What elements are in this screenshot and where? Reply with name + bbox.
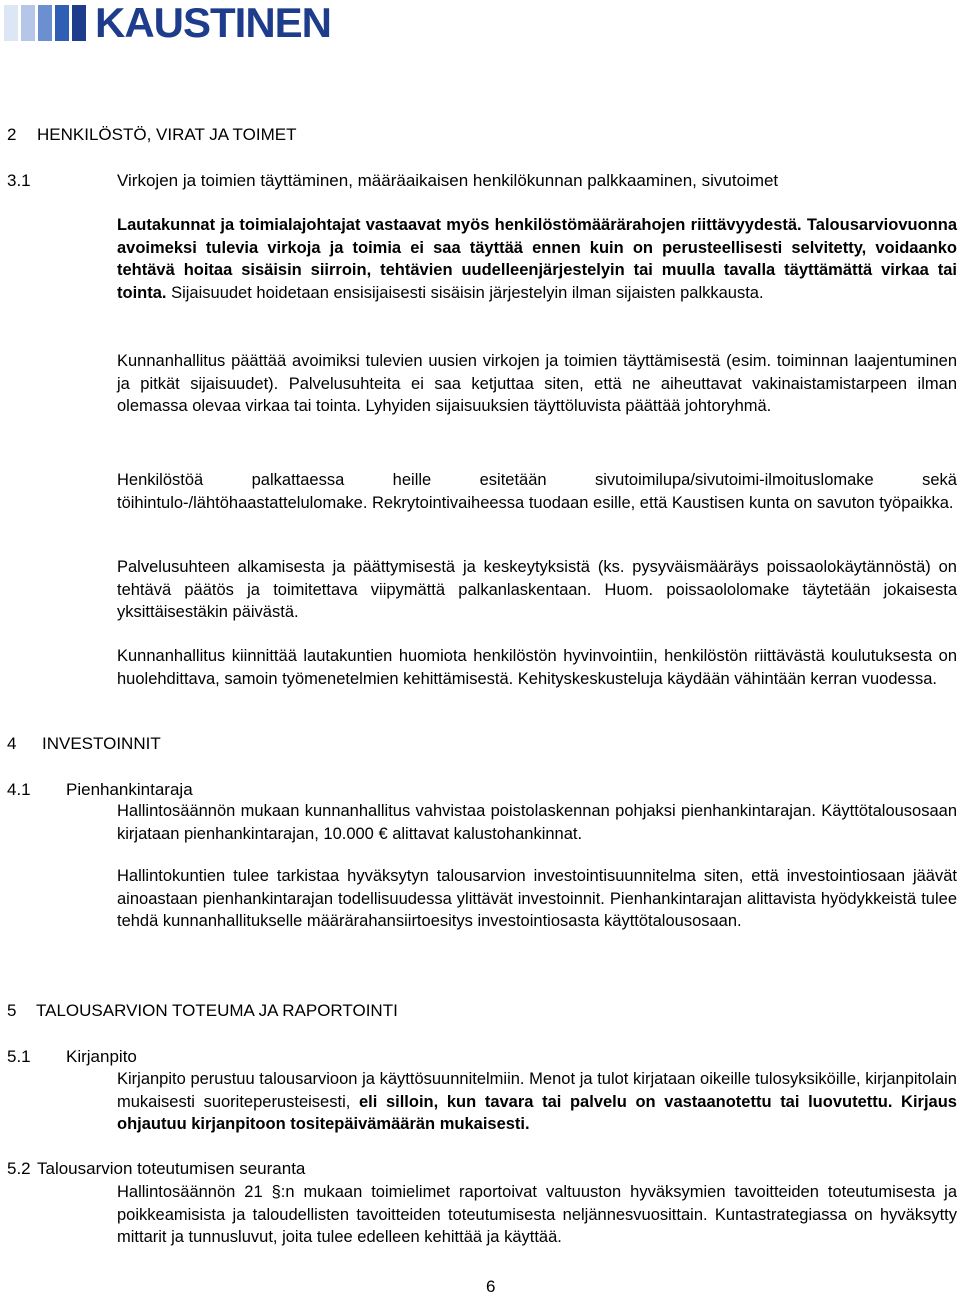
logo-bars — [4, 5, 89, 41]
section-2-heading — [7, 124, 296, 146]
section-title: Talousarvion toteutumisen seuranta — [37, 1159, 306, 1178]
paragraph-text: Kirjanpito perustuu talousarvioon ja käyttösuunnitelmiin. Menot ja tulot kirjataan oikeille tulosyksiköille, kirjanpitolain mukaisesti suoriteperusteisesti, — [117, 1070, 957, 1111]
section-number: 4.1 — [7, 780, 31, 799]
logo-wordmark: KAUSTINEN — [95, 0, 332, 46]
section-number: 4 — [7, 734, 17, 753]
section-5-2-heading — [7, 1158, 305, 1180]
paragraph-bookkeeping — [117, 1068, 957, 1136]
section-number: 3.1 — [7, 171, 31, 190]
section-number: 5 — [7, 1001, 17, 1020]
logo-bar-4 — [55, 5, 69, 41]
section-5-heading — [7, 1000, 398, 1022]
paragraph-municipal-board: Kunnanhallitus päättää avoimiksi tulevien uusien virkojen ja toimien täyttämisestä (esim. toiminnan laajentuminen ja pitkät sijaisuudet). Palvelusuhteita ei saa ketjuttaa siten, että ne aiheuttavat vakinaistamistarpeen ilman olemassa olevaa virkaa tai tointa. Lyhyiden sijaisuuksien täyttöluvista päättää johtoryhmä. — [117, 352, 957, 415]
section-number: 5.2 — [7, 1159, 31, 1178]
paragraph-hiring: Henkilöstöä palkattaessa heille esitetään sivutoimilupa/sivutoimi-ilmoituslomake sekä töihintulo-/lähtöhaastattelulomake. Rekrytointivaiheessa tuodaan esille, että Kaustisen kunta on savuton työpaikka. — [117, 471, 957, 512]
logo-bar-1 — [4, 5, 18, 41]
paragraph-vacancies — [117, 214, 957, 304]
section-title: Pienhankintaraja — [66, 780, 193, 799]
section-title: INVESTOINNIT — [42, 734, 161, 753]
paragraph-bold-text: eli silloin, kun tavara tai palvelu on vastaanotettu tai luovutettu. Kirjaus ohjautuu kirjanpitoon tositepäivämäärän mukaisesti. — [117, 1092, 957, 1133]
logo-bar-5 — [72, 5, 86, 41]
paragraph-employment-start: Palvelusuhteen alkamisesta ja päättymisestä ja keskeytyksistä (ks. pysyväismääräys poissaolokäytännöstä) on tehtävä päätös ja toimitettava viipymättä palkanlaskentaan. Huom. poissaololomake täytetään jokaisesta yksittäisestäkin päivästä. — [117, 558, 957, 621]
section-3-1-heading — [7, 170, 778, 192]
section-title: HENKILÖSTÖ, VIRAT JA TOIMET — [37, 125, 297, 144]
section-5-1-heading — [7, 1046, 137, 1068]
page-number: 6 — [486, 1277, 496, 1296]
section-4-heading — [7, 733, 161, 755]
section-title: Kirjanpito — [66, 1047, 137, 1066]
section-4-1-heading — [7, 779, 193, 801]
paragraph-procurement-limit: Hallintosäännön mukaan kunnanhallitus vahvistaa poistolaskennan pohjaksi pienhankintarajan. Käyttötalousosaan kirjataan pienhankintarajan, 10.000 € alittavat kalustohankinnat. — [117, 802, 957, 843]
kaustinen-logo — [4, 2, 331, 44]
paragraph-wellbeing: Kunnanhallitus kiinnittää lautakuntien huomiota henkilöstön hyvinvointiin, henkilöstön riittävästä koulutuksesta on huolehdittava, samoin työmenetelmien kehittämisestä. Kehityskeskusteluja käydään vähintään kerran vuodessa. — [117, 647, 957, 688]
paragraph-text: Sijaisuudet hoidetaan ensisijaisesti sisäisin järjestelyin ilman sijaisten palkkausta. — [166, 283, 764, 302]
section-number: 2 — [7, 125, 17, 144]
logo-bar-2 — [21, 5, 35, 41]
logo-bar-3 — [38, 5, 52, 41]
section-number: 5.1 — [7, 1047, 31, 1066]
paragraph-budget-monitoring: Hallintosäännön 21 §:n mukaan toimielimet raportoivat valtuuston hyväksymien tavoitteiden toteutumisesta ja poikkeamisista ja taloudellisten tavoitteiden toteutumisesta neljännesvuosittain. Kuntastrategiassa on hyväksytty mittarit ja tunnusluvut, joita tulee edelleen kehittää ja käyttää. — [117, 1183, 957, 1246]
section-title: Virkojen ja toimien täyttäminen, määräaikaisen henkilökunnan palkkaaminen, sivutoimet — [117, 171, 779, 190]
paragraph-investment-plan: Hallintokuntien tulee tarkistaa hyväksytyn talousarvion investointisuunnitelma siten, että investointiosaan jäävät ainoastaan pienhankintarajan todellisuudessa ylittävät investoinnit. Pienhankintarajan alittavista hyödykkeistä tulee tehdä kunnanhallitukselle määrärahansiirtoesitys investointiosasta käyttötalousosaan. — [117, 867, 957, 930]
paragraph-bold-text: Lautakunnat ja toimialajohtajat vastaavat myös henkilöstömäärärahojen riittävyydestä. Talousarviovuonna avoimeksi tulevia virkoja ja toimia ei saa täyttää ennen kuin on perusteellisesti selvitetty, voidaanko tehtävä hoitaa sisäisin siirroin, tehtävien uudelleenjärjestelyin tai muulla tavalla täyttämättä virkaa tai tointa. — [117, 216, 957, 302]
section-title: TALOUSARVION TOTEUMA JA RAPORTOINTI — [36, 1001, 398, 1020]
